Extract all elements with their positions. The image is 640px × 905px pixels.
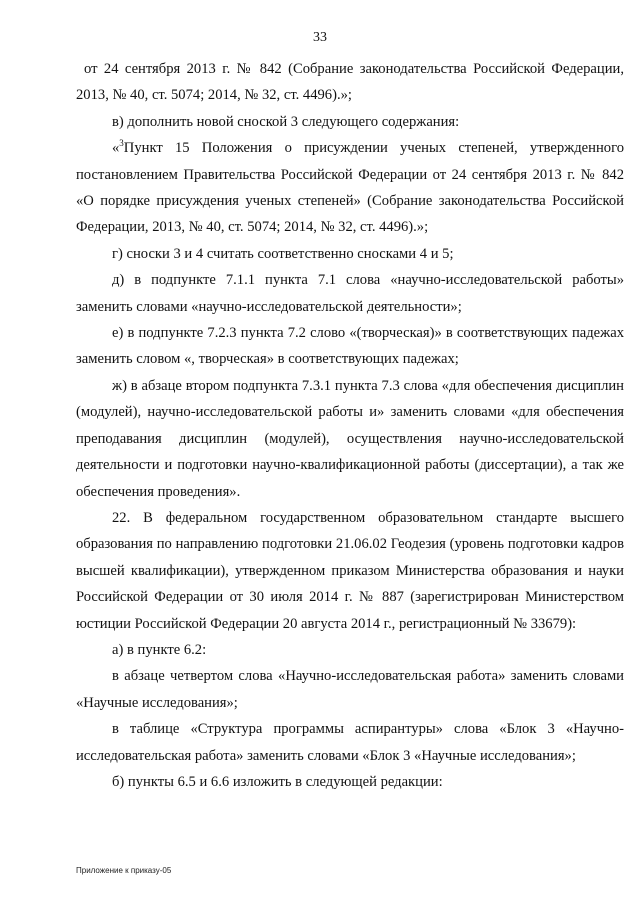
footnote-open-quote: « <box>112 140 120 157</box>
paragraph-item-e: е) в подпункте 7.2.3 пункта 7.2 слово «(творческая)» в соответствующих падежах заменить словом «, творческая» в соответствующих падежах; <box>76 325 624 368</box>
paragraph-item-zh: ж) в абзаце втором подпункта 7.3.1 пункта 7.3 слова «для обеспечения дисциплин (модулей), научно-исследовательской работы и» заменить словами «для обеспечения преподавания дисциплин (модулей), осуществления научно-исследовательской деятельности и подготовки научно-квалификационной работы (диссертации), а так же обеспечения проведения». <box>76 377 624 500</box>
paragraph-continuation: от 24 сентября 2013 г. № 842 (Собрание законодательства Российской Федерации, 2013, № 40, ст. 5074; 2014, № 32, ст. 4496).»; <box>76 61 624 104</box>
paragraph-item-a: а) в пункте 6.2: <box>112 641 207 658</box>
paragraph-item-d: д) в подпункте 7.1.1 пункта 7.1 слова «научно-исследовательской работы» заменить словами «научно-исследовательской деятельности»; <box>76 272 624 315</box>
document-body <box>76 56 624 795</box>
paragraph-footnote-3 <box>76 135 624 241</box>
footnote-marker: 3 <box>119 138 124 149</box>
paragraph-item-g: г) сноски 3 и 4 считать соответственно сносками 4 и 5; <box>112 245 454 262</box>
paragraph-item-a-1: в абзаце четвертом слова «Научно-исследовательская работа» заменить словами «Научные исследования»; <box>76 668 624 711</box>
paragraph-item-a-2: в таблице «Структура программы аспирантуры» слова «Блок 3 «Научно-исследовательская работа» заменить словами «Блок 3 «Научные исследования»; <box>76 721 624 764</box>
footnote-text: Пункт 15 Положения о присуждении ученых степеней, утвержденного постановлением Правительства Российской Федерации от 24 сентября 2013 г. № 842 «О порядке присуждения ученых степеней» (Собрание законодательства Российской Федерации, 2013, № 40, ст. 5074; 2014, № 32, ст. 4496).»; <box>76 140 624 236</box>
page-footer: Приложение к приказу-05 <box>76 866 172 875</box>
paragraph-item-b: б) пункты 6.5 и 6.6 изложить в следующей редакции: <box>112 773 443 790</box>
paragraph-item-v: в) дополнить новой сноской 3 следующего содержания: <box>112 113 460 130</box>
page-number: 33 <box>313 30 327 45</box>
paragraph-section-22: 22. В федеральном государственном образовательном стандарте высшего образования по направлению подготовки 21.06.02 Геодезия (уровень подготовки кадров высшей квалификации), утвержденном приказом Министерства образования и науки Российской Федерации от 30 июля 2014 г. № 887 (зарегистрирован Министерством юстиции Российской Федерации 20 августа 2014 г., регистрационный № 33679): <box>76 509 624 632</box>
